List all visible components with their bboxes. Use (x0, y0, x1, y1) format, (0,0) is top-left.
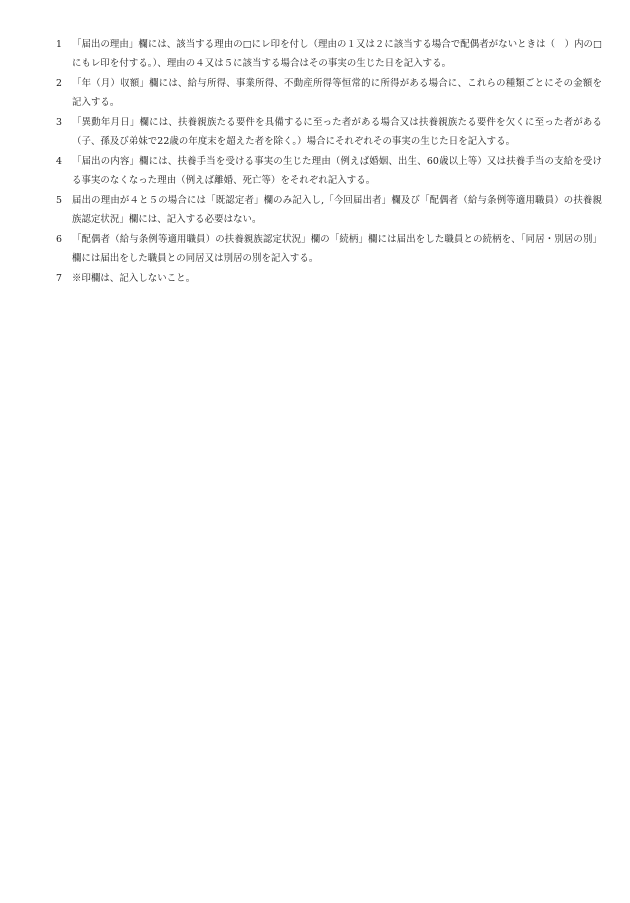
note-number: 5 (56, 195, 63, 206)
note-text: 「届出の内容」欄には、扶養手当を受ける事実の生じた理由（例えば婚姻、出生、60歳以上等）又は扶養手当の支給を受ける事実のなくなった理由（例えば離婚、死亡等）をそれぞれ記入する。 (72, 156, 602, 186)
note-item-4 (56, 153, 602, 190)
note-item-6 (56, 231, 602, 268)
note-item-7 (56, 270, 602, 289)
note-text: 「異動年月日」欄には、扶養親族たる要件を具備するに至った者がある場合又は扶養親族たる要件を欠くに至った者がある（子、孫及び弟妹で22歳の年度末を超えた者を除く。）場合にそれぞれその事実の生じた日を記入する。 (72, 117, 602, 147)
note-text: 「年（月）収額」欄には、給与所得、事業所得、不動産所得等恒常的に所得がある場合に、これらの種類ごとにその金額を記入する。 (72, 78, 602, 108)
note-number: 3 (56, 117, 63, 128)
note-item-1 (56, 36, 602, 73)
note-text: 届出の理由が４と５の場合には「既認定者」欄のみ記入し,「今回届出者」欄及び「配偶者（給与条例等適用職員）の扶養親族認定状況」欄には、記入する必要はない。 (72, 195, 602, 225)
note-number: 6 (56, 234, 63, 245)
note-number: 1 (56, 39, 63, 50)
note-text: 「届出の理由」欄には、該当する理由の□にレ印を付し（理由の１又は２に該当する場合で配偶者がないときは（ ）内の□にもレ印を付する。）、理由の４又は５に該当する場合はその事実の生じた日を記入する。 (72, 39, 602, 69)
note-number: 2 (56, 78, 63, 89)
note-number: 7 (56, 273, 63, 284)
note-number: 4 (56, 156, 63, 167)
instruction-notes-list (56, 36, 602, 291)
note-text: 「配偶者（給与条例等適用職員）の扶養親族認定状況」欄の「続柄」欄には届出をした職員との続柄を、「同居・別居の別」欄には届出をした職員との同居又は別居の別を記入する。 (72, 234, 602, 264)
note-text: ※印欄は、記入しないこと。 (72, 273, 196, 284)
note-item-3 (56, 114, 602, 151)
note-item-5 (56, 192, 602, 229)
note-item-2 (56, 75, 602, 112)
